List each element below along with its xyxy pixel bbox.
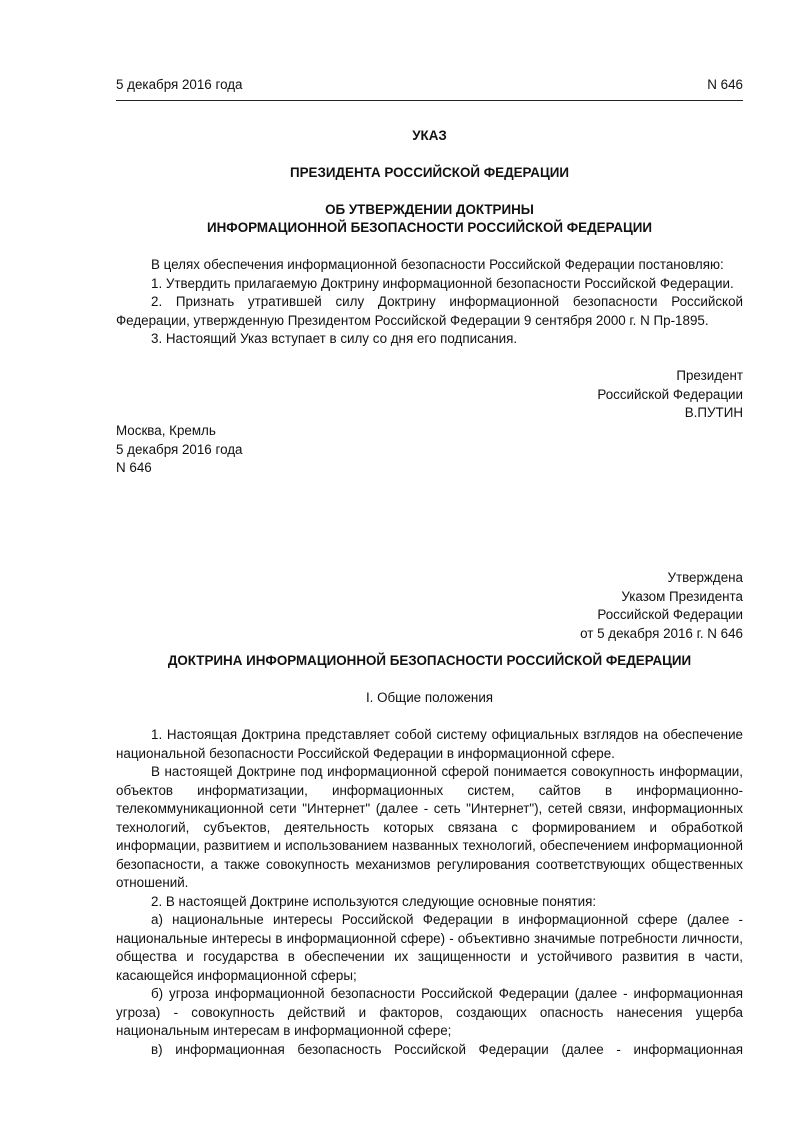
- doctrine-paragraph: 1. Настоящая Доктрина представляет собой систему официальных взглядов на обеспечение национальной безопасности Российской Федерации в информационной сфере.: [116, 727, 743, 761]
- decree-subject-line1: ОБ УТВЕРЖДЕНИИ ДОКТРИНЫ: [325, 202, 534, 217]
- decree-issuer: ПРЕЗИДЕНТА РОССИЙСКОЙ ФЕДЕРАЦИИ: [289, 165, 570, 180]
- decree-number: N 646: [116, 460, 152, 475]
- approval-line: Российской Федерации: [597, 607, 743, 622]
- decree-paragraph: 3. Настоящий Указ вступает в силу со дня его подписания.: [151, 331, 518, 346]
- header-divider: [116, 100, 743, 101]
- header-date: 5 декабря 2016 года: [116, 77, 243, 92]
- doctrine-paragraph: в) информационная безопасность Российской Федерации (далее - информационная: [151, 1041, 743, 1057]
- decree-paragraph: В целях обеспечения информационной безопасности Российской Федерации постановляю:: [151, 257, 724, 272]
- decree-paragraph: 2. Признать утратившей силу Доктрину информационной безопасности Российской Федерации, утвержденную Президентом Российской Федерации 9 сентября 2000 г. N Пр-1895.: [116, 294, 743, 328]
- header-number: N 646: [707, 77, 743, 92]
- doctrine-paragraph: а) национальные интересы Российской Федерации в информационной сфере (далее - национальные интересы в информационной сфере) - объективно значимые потребности личности, общества и государства в обеспечении их защищенности и устойчивого развития в части, касающейся информационной сферы;: [116, 912, 743, 983]
- doctrine-body: [116, 726, 743, 1059]
- decree-title: УКАЗ: [412, 128, 447, 143]
- doctrine-paragraph: 2. В настоящей Доктрине используются следующие основные понятия:: [151, 893, 597, 909]
- place: Москва, Кремль: [116, 423, 216, 438]
- approval-line: Утверждена: [667, 570, 743, 585]
- approval-block: [580, 569, 743, 643]
- decree-paragraph: 1. Утвердить прилагаемую Доктрину информационной безопасности Российской Федерации.: [151, 275, 734, 291]
- signature-name: В.ПУТИН: [684, 405, 743, 420]
- doctrine-paragraph: В настоящей Доктрине под информационной сферой понимается совокупность информации, объектов информатизации, информационных систем, сайтов в информационно-телекоммуникационной сети "Интернет" (далее - сеть "Интернет"), сетей связи, информационных технологий, субъектов, деятельность которых связана с формированием и обработкой информации, развитием и использованием названных технологий, обеспечением информационной безопасности, а также совокупность механизмов регулирования соответствующих общественных отношений.: [116, 764, 743, 890]
- decree-body: [116, 256, 743, 349]
- doctrine-paragraph: б) угроза информационной безопасности Российской Федерации (далее - информационная угроза) - совокупность действий и факторов, создающих опасность нанесения ущерба национальным интересам в информационной сфере;: [116, 986, 743, 1038]
- signature-title: Президент: [676, 368, 743, 383]
- approval-line: Указом Президента: [621, 588, 743, 604]
- decree-subject-line2: ИНФОРМАЦИОННОЙ БЕЗОПАСНОСТИ РОССИЙСКОЙ ФЕДЕРАЦИИ: [206, 220, 653, 235]
- place-date-block: [116, 422, 242, 478]
- approval-line: от 5 декабря 2016 г. N 646: [580, 625, 743, 641]
- signature-org: Российской Федерации: [597, 386, 743, 402]
- signature-block: [597, 367, 743, 423]
- signing-date: 5 декабря 2016 года: [116, 441, 243, 457]
- page-header: [116, 77, 743, 93]
- section-heading: I. Общие положения: [365, 690, 494, 705]
- doctrine-title: ДОКТРИНА ИНФОРМАЦИОННОЙ БЕЗОПАСНОСТИ РОССИЙСКОЙ ФЕДЕРАЦИИ: [167, 653, 692, 668]
